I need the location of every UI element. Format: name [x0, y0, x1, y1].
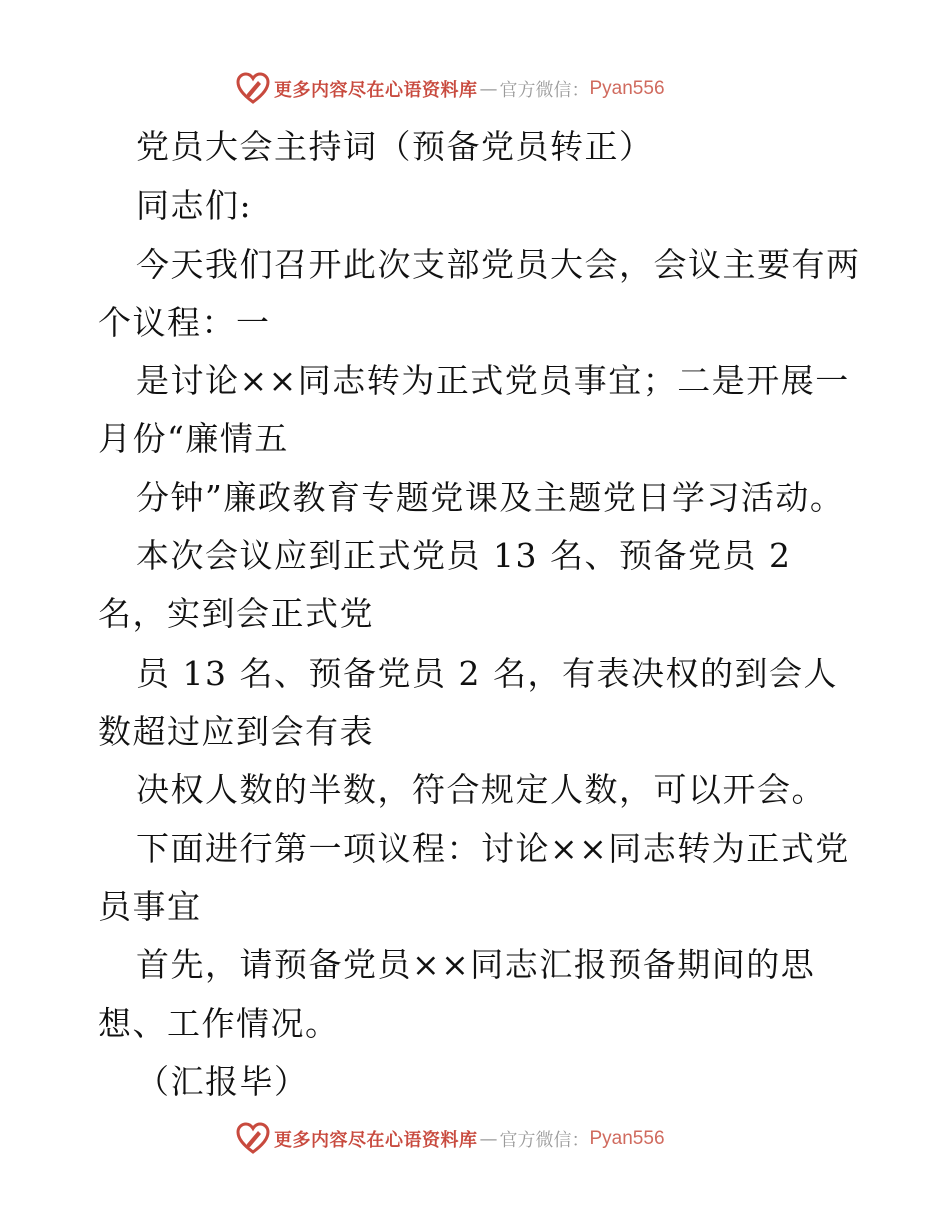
watermark-wechat-id: Pyan556 [589, 1128, 665, 1149]
doc-line: 下面进行第一项议程：讨论××同志转为正式党 [136, 829, 850, 868]
heart-pen-logo-icon [236, 1122, 270, 1156]
doc-line: （汇报毕） [136, 1062, 309, 1101]
doc-line: 名，实到会正式党 [98, 594, 374, 633]
doc-line: 分钟”廉政教育专题党课及主题党日学习活动。 [136, 478, 845, 517]
footer-watermark [236, 1122, 665, 1156]
watermark-dash: — [479, 78, 498, 100]
doc-line: 首先，请预备党员××同志汇报预备期间的思 [136, 945, 816, 984]
doc-title: 党员大会主持词（预备党员转正） [136, 127, 654, 166]
watermark-brand-text: 更多内容尽在心语资料库 [274, 80, 478, 101]
watermark-wechat-id: Pyan556 [589, 78, 665, 99]
watermark-official-label: 官方微信： [499, 1130, 590, 1151]
doc-line: 今天我们召开此次支部党员大会，会议主要有两 [136, 245, 861, 284]
doc-line: 想、工作情况。 [98, 1004, 340, 1043]
header-watermark [236, 72, 665, 106]
doc-line: 是讨论××同志转为正式党员事宜；二是开展一 [136, 361, 850, 400]
watermark-official-label: 官方微信： [499, 80, 590, 101]
doc-line: 员事宜 [98, 887, 202, 926]
doc-line: 决权人数的半数，符合规定人数，可以开会。 [136, 770, 826, 809]
heart-pen-logo-icon [236, 72, 270, 106]
watermark-brand-text: 更多内容尽在心语资料库 [274, 1130, 478, 1151]
doc-line: 数超过应到会有表 [98, 712, 374, 751]
doc-line: 本次会议应到正式党员 13 名、预备党员 2 [136, 536, 792, 575]
doc-line-salutation: 同志们: [136, 186, 253, 225]
doc-line: 月份“廉情五 [98, 419, 289, 458]
watermark-dash: — [479, 1128, 498, 1150]
doc-line: 个议程：一 [98, 303, 271, 342]
doc-line: 员 13 名、预备党员 2 名，有表决权的到会人 [136, 654, 838, 693]
